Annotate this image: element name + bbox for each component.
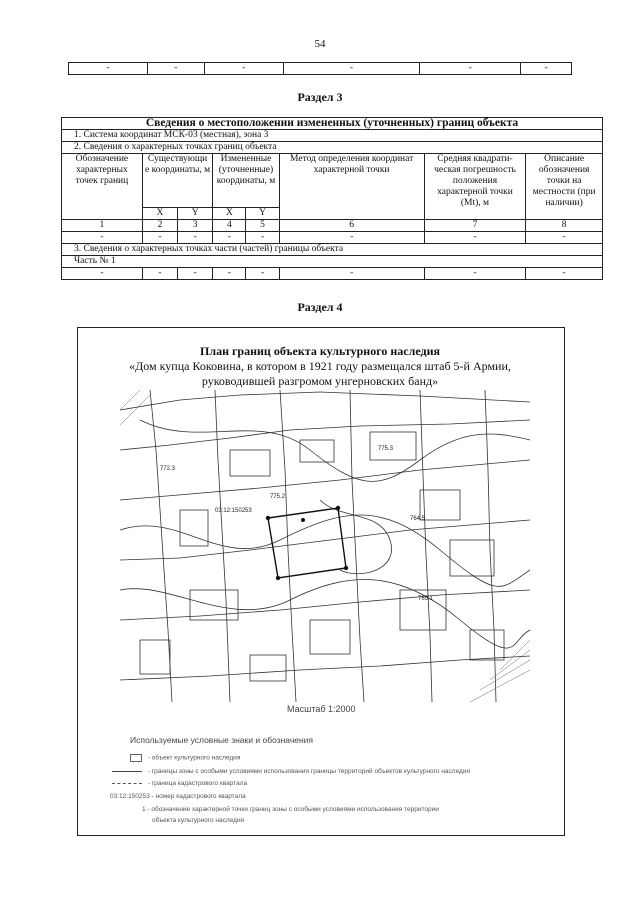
header-description: Описание обозначения точки на местности (при наличии)	[526, 154, 603, 220]
sub-y2: Y	[246, 208, 279, 220]
legend-row-5: 1 - обозначение характерной точки границ зоны с особыми условиями использования территории	[142, 806, 439, 813]
header-error: Средняя квадрати-ческая погрешность положения характерной точки (Mt), м	[424, 154, 526, 220]
section4-heading: Раздел 4	[297, 300, 343, 314]
legend-heading: Используемые условные знаки и обозначения	[130, 735, 314, 745]
column-numbers-row: 1 2 3 4 5 6 7 8	[62, 220, 603, 232]
legend-zone-line	[112, 771, 142, 772]
dash-row-1: - - - - - - - -	[62, 232, 603, 244]
cadastral-map	[120, 390, 530, 702]
section3-table	[61, 117, 603, 280]
page-number: 54	[314, 38, 326, 50]
top-table: - - - - - -	[68, 62, 572, 75]
part-number-row: Часть № 1	[62, 256, 603, 268]
plan-subtitle-1: «Дом купца Коковина, в котором в 1921 году размещался штаб 5-й Армии,	[129, 359, 511, 373]
legend-object-swatch	[130, 754, 142, 762]
legend-row-2: - границы зоны с особыми условиями использования границы территорий объектов культурного наследия	[112, 768, 552, 775]
map-label-5: 765.1	[418, 596, 434, 602]
map-label-quarter: 03:12:150253	[215, 508, 252, 514]
legend-quarter-line	[112, 783, 142, 784]
legend-row-1: - объект культурного наследия	[130, 754, 550, 762]
map-label-4: 764.5	[410, 516, 426, 522]
header-method: Метод определения координат характерной точки	[279, 154, 424, 220]
sub-y1: Y	[178, 208, 213, 220]
legend-row-3: - граница кадастрового квартала	[112, 780, 552, 787]
plan-subtitle-2: руководившей разгромом унгерновских банд»	[201, 374, 439, 388]
points-info-row: 2. Сведения о характерных точках границ объекта	[62, 142, 603, 154]
scale-label: Масштаб 1:2000	[287, 704, 356, 714]
header-point-designation: Обозначение характерных точек границ	[62, 154, 143, 220]
dash-row-2: - - - - - - - -	[62, 268, 603, 280]
sub-x2: X	[213, 208, 246, 220]
coord-system-row: 1. Система координат МСК-03 (местная), зона 3	[62, 130, 603, 142]
map-label-2: 775.3	[378, 446, 394, 452]
legend-row-6: объекта культурного наследия	[152, 817, 245, 824]
section3-title: Сведения о местоположении измененных (уточненных) границ объекта	[62, 118, 603, 130]
map-label-1: 775.2	[270, 494, 286, 500]
plan-title: План границ объекта культурного наследия	[200, 344, 440, 358]
sub-x1: X	[142, 208, 177, 220]
part-points-row: 3. Сведения о характерных точках части (частей) границы объекта	[62, 244, 603, 256]
header-existing-coords: Существующи е координаты, м	[142, 154, 212, 208]
map-label-3: 772.3	[160, 466, 176, 472]
legend-row-4: 03:12:150253 - номер кадастрового квартала	[110, 793, 246, 800]
header-changed-coords: Измененные (уточненные) координаты, м	[213, 154, 279, 208]
section3-heading: Раздел 3	[297, 90, 343, 104]
